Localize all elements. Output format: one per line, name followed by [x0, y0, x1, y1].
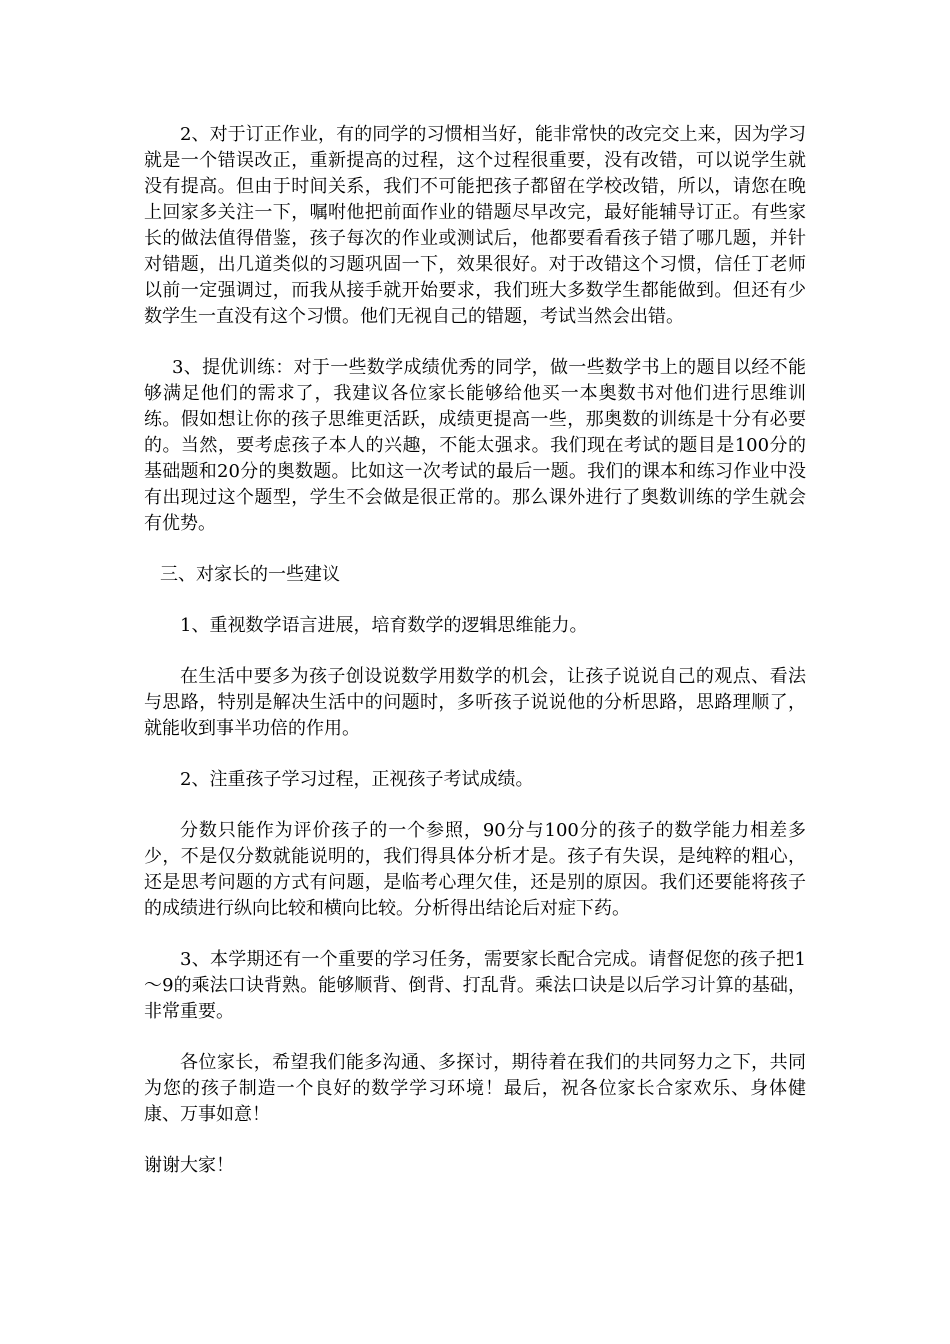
suggestion-2-body: 分数只能作为评价孩子的一个参照，90分与100分的孩子的数学能力相差多少，不是仅分数就能说明的，我们得具体分析才是。孩子有失误，是纯粹的粗心，还是思考问题的方式有问题，是临考心理欠佳，还是别的原因。我们还要能将孩子的成绩进行纵向比较和横向比较。分析得出结论后对症下药。: [144, 820, 806, 919]
suggestion-3-body: 3、本学期还有一个重要的学习任务，需要家长配合完成。请督促您的孩子把1～9的乘法口诀背熟。能够顺背、倒背、打乱背。乘法口诀是以后学习计算的基础，非常重要。: [144, 949, 806, 1022]
thanks-line: 谢谢大家！: [144, 1155, 234, 1176]
section-heading-parent-suggestions: 三、对家长的一些建议: [160, 564, 340, 585]
document-page: [144, 122, 806, 1179]
paragraph-advanced-training: 3、提优训练：对于一些数学成绩优秀的同学，做一些数学书上的题目以经不能够满足他们的需求了，我建议各位家长能够给他买一本奥数书对他们进行思维训练。假如想让你的孩子思维更活跃，成绩更提高一些，那奥数的训练是十分有必要的。当然，要考虑孩子本人的兴趣，不能太强求。我们现在考试的题目是100分的基础题和20分的奥数题。比如这一次考试的最后一题。我们的课本和练习作业中没有出现过这个题型，学生不会做是很正常的。那么课外进行了奥数训练的学生就会有优势。: [144, 357, 806, 534]
closing-paragraph: 各位家长，希望我们能多沟通、多探讨，期待着在我们的共同努力之下，共同为您的孩子制造一个良好的数学学习环境！最后，祝各位家长合家欢乐、身体健康、万事如意！: [144, 1052, 806, 1125]
suggestion-1-title: 1、重视数学语言进展，培育数学的逻辑思维能力。: [180, 615, 588, 636]
suggestion-2-title: 2、注重孩子学习过程，正视孩子考试成绩。: [180, 769, 534, 790]
suggestion-1-body: 在生活中要多为孩子创设说数学用数学的机会，让孩子说说自己的观点、看法与思路，特别是解决生活中的问题时，多听孩子说说他的分析思路，思路理顺了，就能收到事半功倍的作用。: [144, 666, 806, 739]
paragraph-correction-homework: 2、对于订正作业，有的同学的习惯相当好，能非常快的改完交上来，因为学习就是一个错误改正，重新提高的过程，这个过程很重要，没有改错，可以说学生就没有提高。但由于时间关系，我们不可能把孩子都留在学校改错，所以，请您在晚上回家多关注一下，嘱咐他把前面作业的错题尽早改完，最好能辅导订正。有些家长的做法值得借鉴，孩子每次的作业或测试后，他都要看看孩子错了哪几题，并针对错题，出几道类似的习题巩固一下，效果很好。对于改错这个习惯，信任丁老师以前一定强调过，而我从接手就开始要求，我们班大多数学生都能做到。但还有少数学生一直没有这个习惯。他们无视自己的错题，考试当然会出错。: [144, 124, 806, 327]
